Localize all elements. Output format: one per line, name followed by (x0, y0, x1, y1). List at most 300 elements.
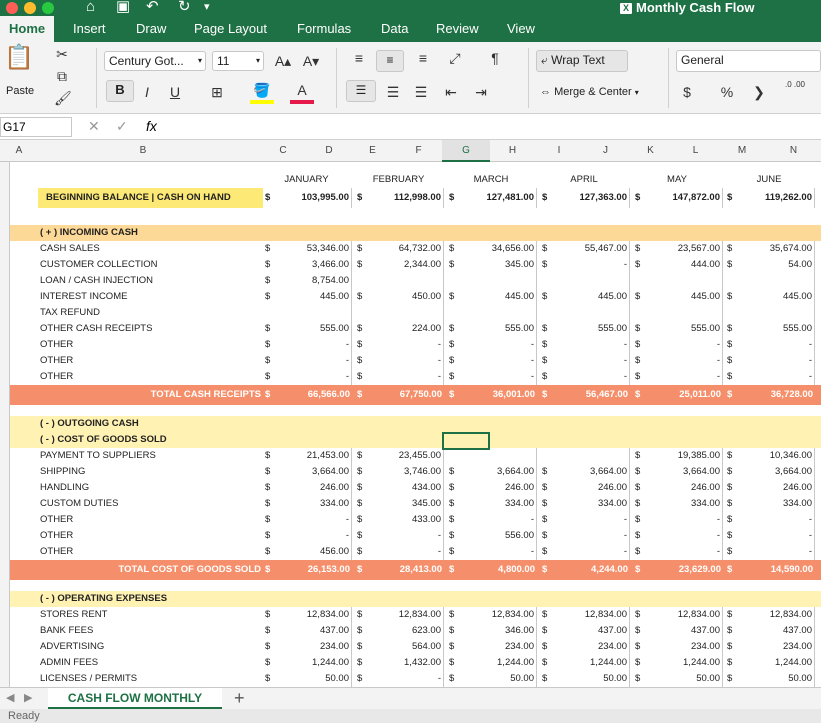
row-header[interactable] (0, 306, 10, 322)
column-header-i[interactable]: I (557, 145, 561, 156)
value-cell[interactable]: 50.00 (643, 671, 723, 687)
value-cell[interactable] (643, 273, 723, 289)
orientation-icon[interactable]: ⤢ (449, 50, 461, 66)
row-header[interactable] (0, 242, 10, 258)
value-cell[interactable]: - (273, 512, 352, 528)
value-cell[interactable]: 64,732.00 (365, 241, 444, 257)
currency-symbol: $ (449, 625, 455, 636)
row-label[interactable]: BANK FEES (40, 625, 94, 636)
name-box[interactable]: G17 (0, 117, 72, 137)
value-cell[interactable]: 334.00 (273, 496, 352, 512)
value-cell[interactable]: - (643, 337, 723, 353)
value-cell[interactable]: 246.00 (457, 480, 537, 496)
value-cell[interactable]: 564.00 (365, 639, 444, 655)
align-bottom-icon[interactable]: ≡ (418, 50, 428, 66)
row-label[interactable]: OTHER (40, 530, 74, 541)
value-cell[interactable]: 3,664.00 (735, 464, 815, 480)
value-cell[interactable]: 224.00 (365, 321, 444, 337)
value-cell[interactable]: 23,455.00 (365, 448, 444, 464)
value-cell[interactable]: 50.00 (457, 671, 537, 687)
value-cell[interactable]: - (365, 369, 444, 385)
row-header[interactable] (0, 178, 10, 194)
total-value-cell[interactable]: 67,750.00 (399, 389, 442, 400)
row-header[interactable] (0, 258, 10, 274)
row-label[interactable]: OTHER (40, 514, 74, 525)
value-cell[interactable]: 23,567.00 (643, 241, 723, 257)
row-header[interactable] (0, 194, 10, 210)
value-cell[interactable]: 21,453.00 (273, 448, 352, 464)
value-cell[interactable]: 2,344.00 (365, 257, 444, 273)
align-left-icon[interactable]: ☰ (346, 80, 376, 102)
value-cell[interactable]: - (550, 544, 630, 560)
row-header[interactable] (0, 386, 10, 402)
column-header-k[interactable]: K (647, 145, 654, 156)
column-header-a[interactable]: A (15, 145, 23, 156)
currency-symbol: $ (265, 275, 271, 286)
value-cell[interactable]: 445.00 (457, 289, 537, 305)
month-header[interactable]: JANUARY (284, 174, 329, 185)
value-cell[interactable]: 345.00 (457, 257, 537, 273)
balance-value-cell[interactable]: 112,998.00 (365, 188, 444, 208)
font-name-select[interactable]: Century Got... ▾ (104, 51, 206, 71)
total-value-cell[interactable]: 66,566.00 (307, 389, 350, 400)
value-cell[interactable]: 12,834.00 (457, 607, 537, 623)
value-cell[interactable]: 234.00 (550, 639, 630, 655)
value-cell[interactable]: - (457, 353, 537, 369)
value-cell[interactable]: 555.00 (273, 321, 352, 337)
value-cell[interactable] (273, 305, 352, 321)
column-header-b[interactable]: B (139, 145, 147, 156)
currency-symbol: $ (542, 609, 548, 620)
column-header-c[interactable]: C (279, 145, 287, 156)
paste-icon[interactable]: 📋 (4, 44, 34, 71)
row-label[interactable]: PAYMENT TO SUPPLIERS (40, 450, 156, 461)
total-value-cell[interactable]: 4,800.00 (498, 564, 535, 575)
value-cell[interactable]: 345.00 (365, 496, 444, 512)
bold-button[interactable]: B (106, 80, 134, 102)
value-cell[interactable]: 346.00 (457, 623, 537, 639)
decrease-indent-icon[interactable]: ⇤ (445, 84, 457, 100)
value-cell[interactable]: 437.00 (273, 623, 352, 639)
section-header[interactable]: ( + ) INCOMING CASH (40, 227, 138, 238)
value-cell[interactable]: 55,467.00 (550, 241, 630, 257)
value-cell[interactable]: 1,244.00 (643, 655, 723, 671)
tab-insert[interactable]: Insert (73, 21, 106, 36)
value-cell[interactable]: 433.00 (365, 512, 444, 528)
value-cell[interactable]: - (550, 353, 630, 369)
column-header-h[interactable]: H (508, 145, 517, 156)
currency-symbol: $ (449, 514, 455, 525)
row-label[interactable]: STORES RENT (40, 609, 108, 620)
currency-symbol: $ (635, 564, 641, 575)
value-cell[interactable]: 445.00 (735, 289, 815, 305)
align-middle-icon[interactable]: ≡ (376, 50, 404, 72)
row-header[interactable] (0, 274, 10, 290)
value-cell[interactable]: 437.00 (643, 623, 723, 639)
column-header-f[interactable]: F (415, 145, 422, 156)
value-cell[interactable]: 3,466.00 (273, 257, 352, 273)
value-cell[interactable]: 12,834.00 (643, 607, 723, 623)
value-cell[interactable]: 234.00 (457, 639, 537, 655)
row-label[interactable]: HANDLING (40, 482, 90, 493)
value-cell[interactable]: 1,244.00 (273, 655, 352, 671)
row-header[interactable] (0, 290, 10, 306)
value-cell[interactable]: - (643, 353, 723, 369)
add-sheet-button[interactable]: + (234, 688, 245, 708)
total-value-cell[interactable]: 23,629.00 (678, 564, 721, 575)
value-cell[interactable]: 1,432.00 (365, 655, 444, 671)
value-cell[interactable]: 555.00 (735, 321, 815, 337)
value-cell[interactable]: - (457, 369, 537, 385)
row-label[interactable]: CUSTOM DUTIES (40, 498, 119, 509)
value-cell[interactable]: 234.00 (735, 639, 815, 655)
row-header[interactable] (0, 434, 10, 450)
row-header[interactable] (0, 530, 10, 546)
column-header-g[interactable]: G (442, 140, 490, 162)
borders-icon[interactable]: ⊞ (211, 84, 223, 100)
value-cell[interactable]: 3,664.00 (550, 464, 630, 480)
currency-symbol: $ (357, 530, 363, 541)
column-header-e[interactable]: E (369, 145, 376, 156)
value-cell[interactable]: - (365, 528, 444, 544)
value-cell[interactable]: 334.00 (457, 496, 537, 512)
merge-center-button[interactable]: ⇔ Merge & Center ▾ (540, 86, 639, 98)
ribbon-divider (668, 48, 669, 108)
minimize-window-button[interactable] (24, 2, 36, 14)
value-cell[interactable] (735, 305, 815, 321)
total-label[interactable]: TOTAL CASH RECEIPTS (150, 389, 261, 400)
total-value-cell[interactable]: 36,728.00 (770, 389, 813, 400)
value-cell[interactable] (457, 448, 537, 464)
column-header-n[interactable]: N (789, 145, 798, 156)
value-cell[interactable]: 334.00 (643, 496, 723, 512)
total-label[interactable]: TOTAL COST OF GOODS SOLD (118, 564, 261, 575)
value-cell[interactable]: - (735, 369, 815, 385)
value-cell[interactable]: - (643, 512, 723, 528)
currency-button[interactable]: $ (683, 84, 691, 100)
month-header[interactable]: JUNE (756, 174, 782, 185)
value-cell[interactable]: 444.00 (643, 257, 723, 273)
value-cell[interactable]: - (365, 337, 444, 353)
row-label[interactable]: CUSTOMER COLLECTION (40, 259, 158, 270)
value-cell[interactable]: 556.00 (457, 528, 537, 544)
wrap-text-button[interactable]: ⤶ Wrap Text (536, 50, 628, 72)
value-cell[interactable]: - (365, 671, 444, 687)
value-cell[interactable]: - (643, 528, 723, 544)
value-cell[interactable] (365, 305, 444, 321)
total-value-cell[interactable]: 36,001.00 (492, 389, 535, 400)
formula-input[interactable] (170, 118, 810, 136)
row-header[interactable] (0, 402, 10, 418)
value-cell[interactable]: - (365, 353, 444, 369)
value-cell[interactable]: 456.00 (273, 544, 352, 560)
row-header[interactable] (0, 226, 10, 242)
value-cell[interactable]: 3,746.00 (365, 464, 444, 480)
value-cell[interactable] (550, 273, 630, 289)
row-header[interactable] (0, 450, 10, 466)
value-cell[interactable]: - (457, 337, 537, 353)
value-cell[interactable]: 34,656.00 (457, 241, 537, 257)
value-cell[interactable]: 246.00 (273, 480, 352, 496)
value-cell[interactable]: 445.00 (550, 289, 630, 305)
row-label[interactable]: OTHER (40, 355, 74, 366)
align-center-icon[interactable]: ☰ (386, 84, 400, 100)
value-cell[interactable]: 246.00 (735, 480, 815, 496)
value-cell[interactable]: 1,244.00 (735, 655, 815, 671)
spreadsheet-grid[interactable] (10, 162, 821, 687)
row-header[interactable] (0, 610, 10, 626)
value-cell[interactable]: 50.00 (550, 671, 630, 687)
total-value-cell[interactable]: 4,244.00 (591, 564, 628, 575)
tab-data[interactable]: Data (381, 21, 409, 36)
italic-button[interactable]: I (145, 84, 149, 100)
value-cell[interactable]: - (550, 369, 630, 385)
month-header[interactable]: MARCH (473, 174, 509, 185)
value-cell[interactable]: 3,664.00 (273, 464, 352, 480)
comma-style-button[interactable]: ❯ (753, 84, 765, 100)
balance-value-cell[interactable]: 119,262.00 (735, 188, 815, 208)
currency-symbol: $ (265, 466, 271, 477)
value-cell[interactable]: 19,385.00 (643, 448, 723, 464)
beginning-balance-label[interactable]: BEGINNING BALANCE | CASH ON HAND (38, 188, 263, 208)
value-cell[interactable]: 35,674.00 (735, 241, 815, 257)
value-cell[interactable]: 50.00 (735, 671, 815, 687)
save-icon[interactable]: ▣ (116, 0, 131, 15)
currency-symbol: $ (635, 530, 641, 541)
value-cell[interactable]: - (550, 257, 630, 273)
increase-indent-icon[interactable]: ⇥ (475, 84, 487, 100)
row-header[interactable] (0, 658, 10, 674)
column-header-m[interactable]: M (737, 145, 747, 156)
text-direction-icon[interactable]: ¶ (491, 50, 499, 66)
value-cell[interactable]: 437.00 (550, 623, 630, 639)
value-cell[interactable]: 437.00 (735, 623, 815, 639)
month-header[interactable]: MAY (667, 174, 687, 185)
row-header[interactable] (0, 498, 10, 514)
value-cell[interactable]: 334.00 (735, 496, 815, 512)
value-cell[interactable]: - (735, 512, 815, 528)
value-cell[interactable]: - (273, 353, 352, 369)
value-cell[interactable]: 234.00 (643, 639, 723, 655)
column-header-l[interactable]: L (692, 145, 699, 156)
function-icon[interactable]: fx (146, 118, 157, 134)
number-format-select[interactable]: General (676, 50, 821, 72)
enter-icon[interactable]: ✓ (116, 118, 128, 134)
value-cell[interactable] (457, 273, 537, 289)
tab-page-layout[interactable]: Page Layout (194, 21, 268, 36)
currency-symbol: $ (635, 339, 641, 350)
value-cell[interactable]: - (643, 544, 723, 560)
month-header[interactable]: APRIL (570, 174, 598, 185)
row-label[interactable]: ADVERTISING (40, 641, 105, 652)
row-label[interactable]: ADMIN FEES (40, 657, 99, 668)
total-value-cell[interactable]: 26,153.00 (307, 564, 350, 575)
percent-button[interactable]: % (720, 84, 734, 100)
tab-review[interactable]: Review (436, 21, 479, 36)
value-cell[interactable]: 623.00 (365, 623, 444, 639)
value-cell[interactable]: 50.00 (273, 671, 352, 687)
home-icon[interactable]: ⌂ (86, 0, 96, 15)
value-cell[interactable] (365, 273, 444, 289)
value-cell[interactable]: 445.00 (273, 289, 352, 305)
fill-color-icon[interactable]: 🪣 (250, 80, 274, 104)
column-header-j[interactable]: J (603, 145, 608, 156)
value-cell[interactable]: - (735, 528, 815, 544)
customize-toolbar-icon[interactable]: ▾ (204, 1, 210, 13)
value-cell[interactable]: 1,244.00 (457, 655, 537, 671)
row-header[interactable] (0, 322, 10, 338)
total-value-cell[interactable]: 56,467.00 (585, 389, 628, 400)
row-label[interactable]: INTEREST INCOME (40, 291, 128, 302)
value-cell[interactable] (457, 305, 537, 321)
value-cell[interactable]: - (550, 528, 630, 544)
increase-font-size-button[interactable]: A▴ (274, 53, 292, 69)
currency-symbol: $ (357, 673, 363, 684)
cut-icon[interactable]: ✂ (56, 46, 68, 62)
balance-value-cell[interactable]: 127,363.00 (550, 188, 630, 208)
align-top-icon[interactable]: ≡ (354, 50, 364, 66)
value-cell[interactable]: - (550, 337, 630, 353)
row-header[interactable] (0, 642, 10, 658)
row-header[interactable] (0, 338, 10, 354)
maximize-window-button[interactable] (42, 2, 54, 14)
row-header[interactable] (0, 466, 10, 482)
value-cell[interactable]: 445.00 (643, 289, 723, 305)
section-header[interactable]: ( - ) OUTGOING CASH (40, 418, 139, 429)
value-cell[interactable] (550, 448, 630, 464)
value-cell[interactable]: - (735, 337, 815, 353)
value-cell[interactable]: 555.00 (643, 321, 723, 337)
row-label[interactable]: LICENSES / PERMITS (40, 673, 138, 684)
currency-symbol: $ (635, 355, 641, 366)
currency-symbol: $ (357, 546, 363, 557)
total-value-cell[interactable]: 28,413.00 (399, 564, 442, 575)
value-cell[interactable]: 12,834.00 (550, 607, 630, 623)
row-label[interactable]: LOAN / CASH INJECTION (40, 275, 153, 286)
scroll-right-icon[interactable]: ▶ (24, 692, 33, 704)
column-header-d[interactable]: D (325, 145, 333, 156)
decrease-font-size-button[interactable]: A▾ (302, 53, 320, 69)
row-header[interactable] (0, 370, 10, 386)
close-window-button[interactable] (6, 2, 18, 14)
value-cell[interactable]: 246.00 (550, 480, 630, 496)
value-cell[interactable]: 12,834.00 (273, 607, 352, 623)
increase-decimal-button[interactable]: .0 .00 (784, 80, 805, 89)
currency-symbol: $ (265, 641, 271, 652)
value-cell[interactable]: 3,664.00 (643, 464, 723, 480)
balance-value-cell[interactable]: 147,872.00 (643, 188, 723, 208)
value-cell[interactable]: 246.00 (643, 480, 723, 496)
total-value-cell[interactable]: 14,590.00 (770, 564, 813, 575)
format-painter-icon[interactable]: 🖌 (54, 90, 72, 106)
font-color-button[interactable]: A (290, 80, 314, 104)
currency-symbol: $ (449, 323, 455, 334)
row-label[interactable]: CASH SALES (40, 243, 100, 254)
align-right-icon[interactable]: ☰ (414, 84, 428, 100)
row-label[interactable]: OTHER (40, 371, 74, 382)
value-cell[interactable]: - (550, 512, 630, 528)
row-header[interactable] (0, 578, 10, 594)
value-cell[interactable]: 450.00 (365, 289, 444, 305)
value-cell[interactable]: - (273, 369, 352, 385)
value-cell[interactable]: 555.00 (550, 321, 630, 337)
value-cell[interactable]: 12,834.00 (365, 607, 444, 623)
value-cell[interactable]: 53,346.00 (273, 241, 352, 257)
row-label[interactable]: TAX REFUND (40, 307, 100, 318)
value-cell[interactable] (735, 273, 815, 289)
row-header[interactable] (0, 482, 10, 498)
row-label[interactable]: OTHER (40, 339, 74, 350)
copy-icon[interactable]: ⧉ (57, 68, 67, 84)
row-label[interactable]: SHIPPING (40, 466, 86, 477)
value-cell[interactable]: 434.00 (365, 480, 444, 496)
section-header[interactable]: ( - ) COST OF GOODS SOLD (40, 434, 167, 445)
tab-view[interactable]: View (507, 21, 535, 36)
value-cell[interactable]: - (273, 337, 352, 353)
value-cell[interactable]: 334.00 (550, 496, 630, 512)
value-cell[interactable]: - (457, 512, 537, 528)
tab-draw[interactable]: Draw (136, 21, 167, 36)
tab-formulas[interactable]: Formulas (297, 21, 352, 36)
underline-button[interactable]: U (169, 84, 181, 100)
value-cell[interactable]: 8,754.00 (273, 273, 352, 289)
sheet-tab-cash-flow-monthly[interactable]: CASH FLOW MONTHLY (48, 688, 222, 710)
row-header[interactable] (0, 562, 10, 578)
value-cell[interactable]: - (735, 544, 815, 560)
row-label[interactable]: OTHER (40, 546, 74, 557)
selected-cell-g17[interactable] (442, 432, 490, 450)
balance-value-cell[interactable]: 127,481.00 (457, 188, 537, 208)
value-cell[interactable]: 555.00 (457, 321, 537, 337)
value-cell[interactable]: 10,346.00 (735, 448, 815, 464)
paste-label[interactable]: Paste (6, 85, 35, 97)
value-cell[interactable]: - (365, 544, 444, 560)
value-cell[interactable]: 12,834.00 (735, 607, 815, 623)
value-cell[interactable]: 234.00 (273, 639, 352, 655)
row-label[interactable]: OTHER CASH RECEIPTS (40, 323, 153, 334)
tab-home[interactable]: Home (0, 16, 54, 42)
value-cell[interactable]: - (273, 528, 352, 544)
value-cell[interactable]: - (643, 369, 723, 385)
value-cell[interactable] (550, 305, 630, 321)
redo-icon[interactable]: ↻ (178, 0, 191, 15)
month-header[interactable]: FEBRUARY (372, 174, 425, 185)
row-header[interactable] (0, 210, 10, 226)
value-cell[interactable]: 3,664.00 (457, 464, 537, 480)
total-value-cell[interactable]: 25,011.00 (679, 389, 721, 400)
undo-icon[interactable]: ↶ (146, 0, 159, 15)
currency-symbol: $ (727, 564, 733, 575)
value-cell[interactable]: 54.00 (735, 257, 815, 273)
row-header[interactable] (0, 546, 10, 562)
row-header[interactable] (0, 418, 10, 434)
row-header[interactable] (0, 626, 10, 642)
currency-symbol: $ (635, 625, 641, 636)
value-cell[interactable]: - (457, 544, 537, 560)
section-header[interactable]: ( - ) OPERATING EXPENSES (40, 593, 168, 604)
balance-value-cell[interactable]: 103,995.00 (273, 188, 352, 208)
row-header[interactable] (0, 354, 10, 370)
scroll-left-icon[interactable]: ◀ (6, 692, 15, 704)
row-header[interactable] (0, 514, 10, 530)
value-cell[interactable]: - (735, 353, 815, 369)
font-size-select[interactable]: 11 ▾ (212, 51, 264, 71)
row-header[interactable] (0, 594, 10, 610)
value-cell[interactable] (643, 305, 723, 321)
value-cell[interactable]: 1,244.00 (550, 655, 630, 671)
row-header[interactable] (0, 162, 10, 178)
cancel-icon[interactable]: ✕ (88, 118, 100, 134)
